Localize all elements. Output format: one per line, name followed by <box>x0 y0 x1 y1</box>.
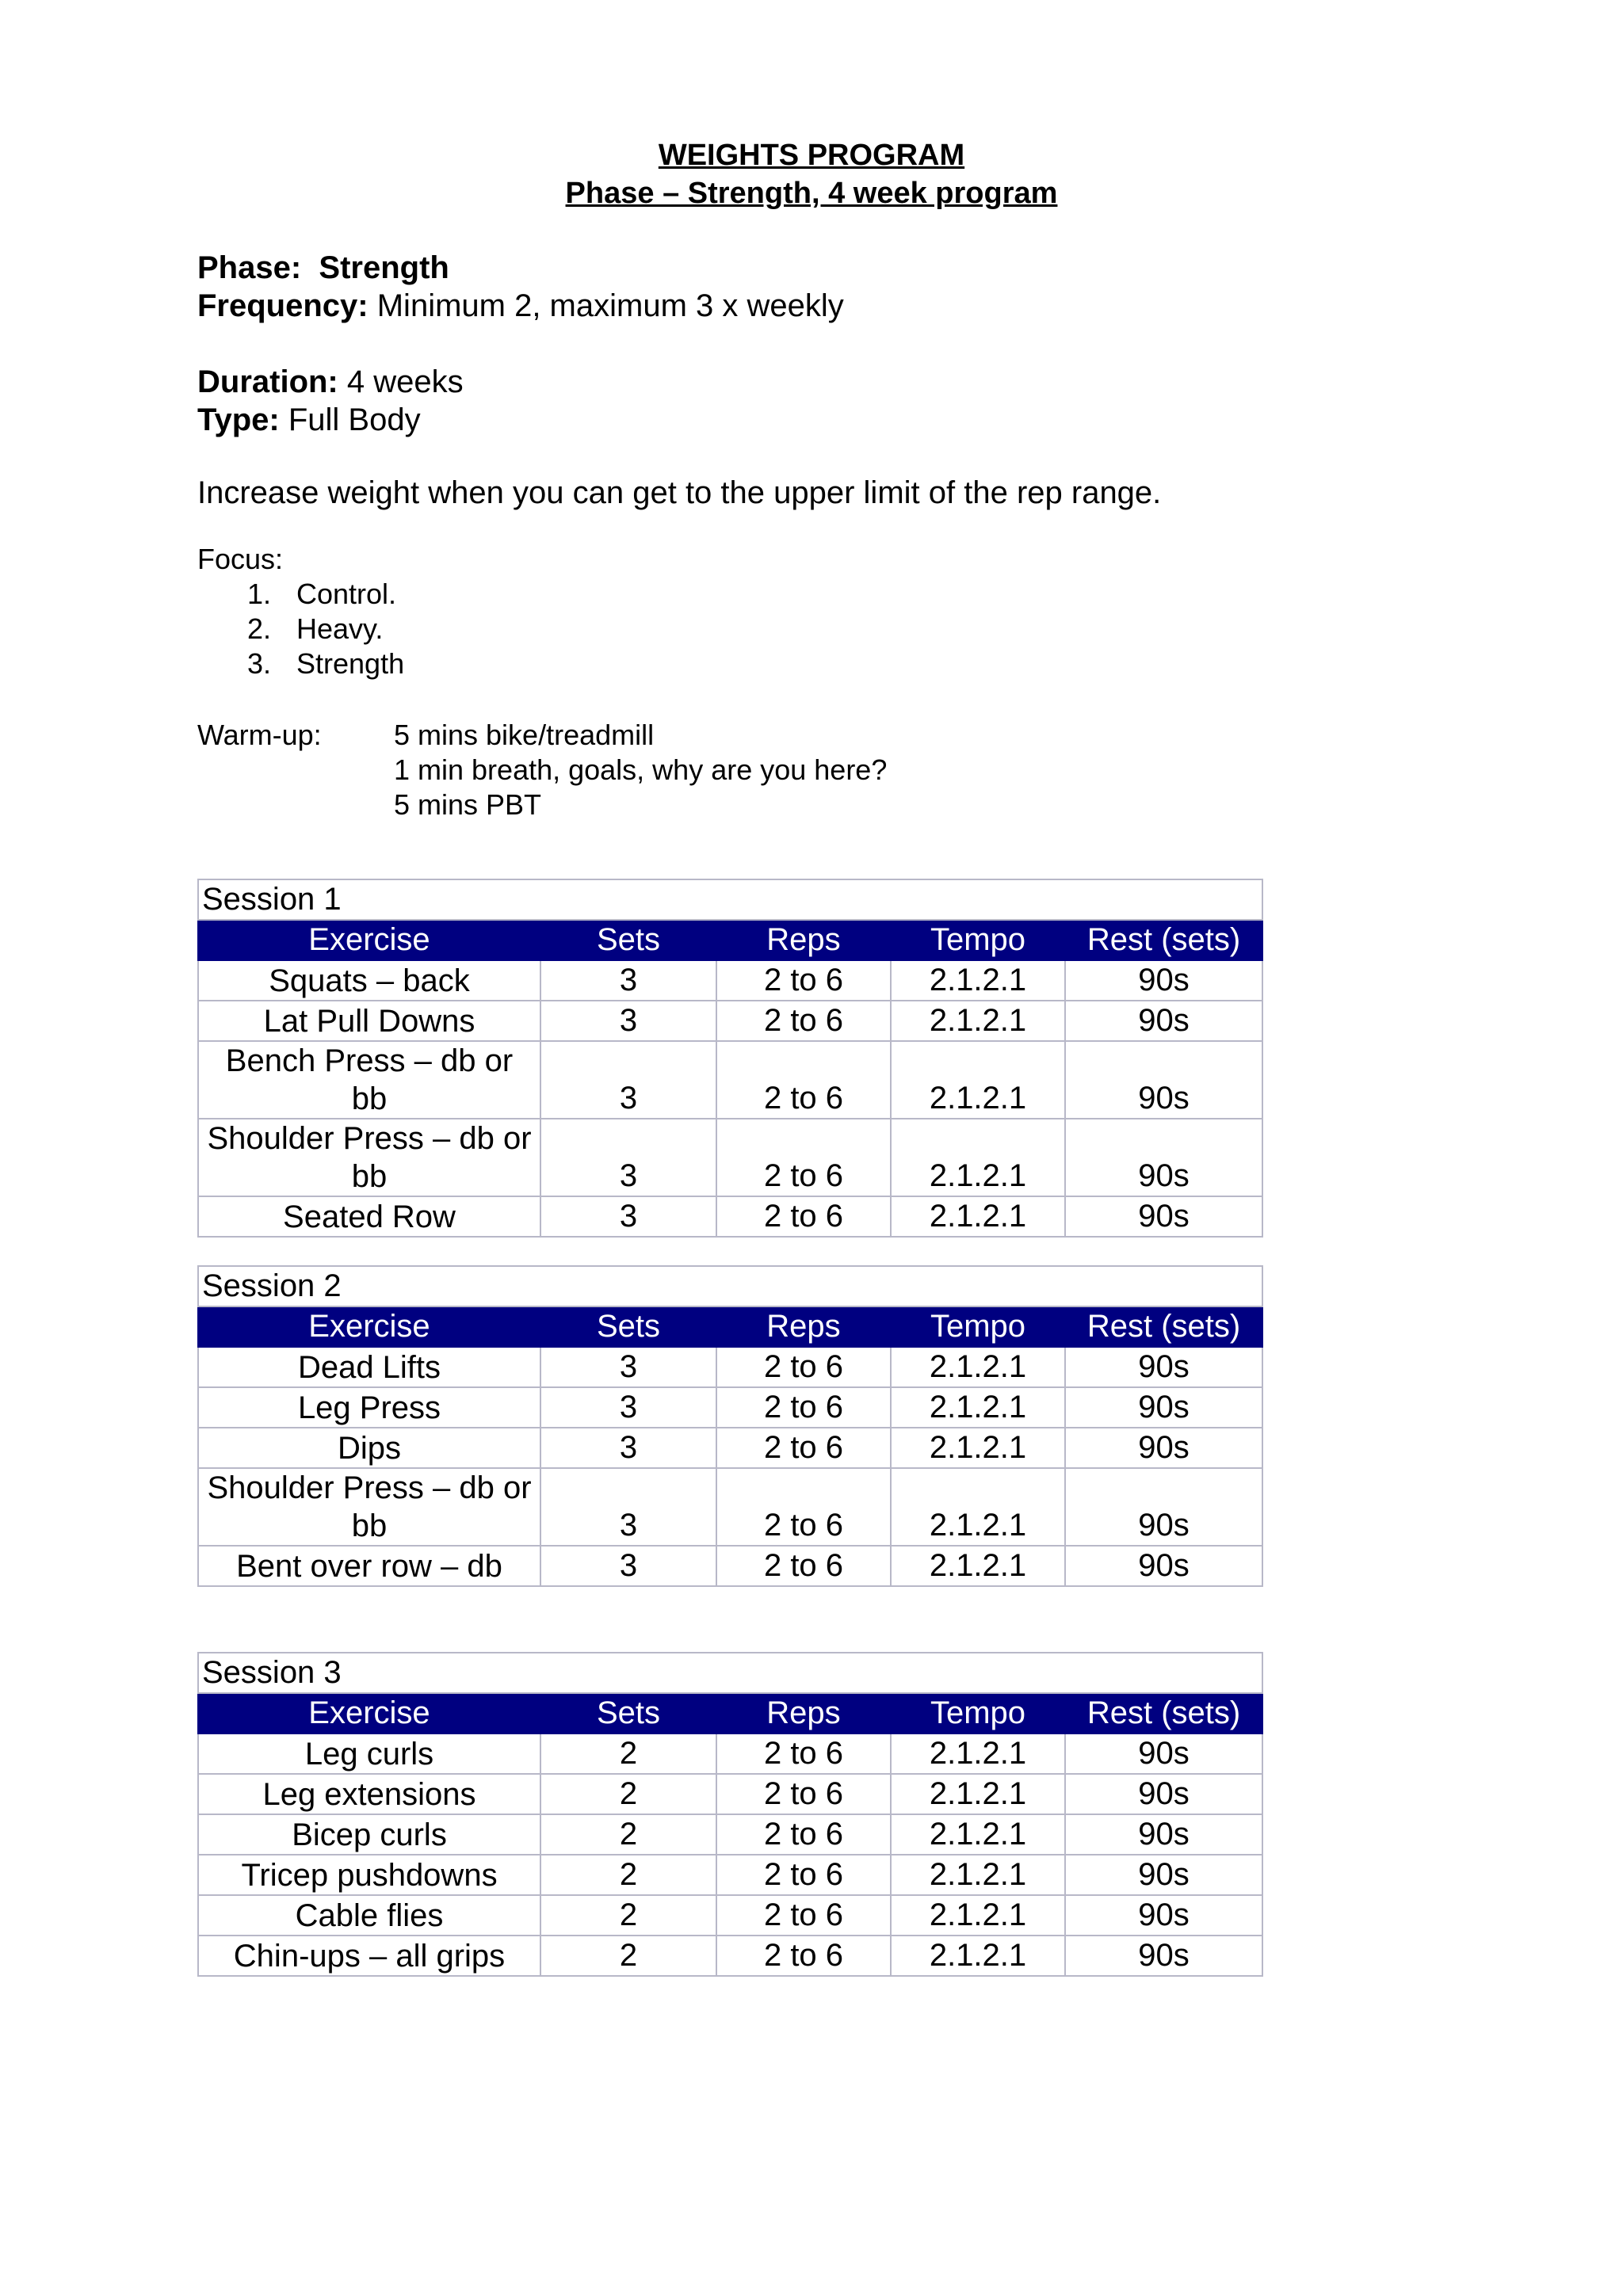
rest-cell: 90s <box>1065 1347 1262 1387</box>
document-subtitle: Phase – Strength, 4 week program <box>565 177 1058 210</box>
sets-cell: 3 <box>540 1546 716 1586</box>
phase-line <box>197 249 449 287</box>
tempo-cell: 2.1.2.1 <box>891 1041 1065 1119</box>
rest-cell: 90s <box>1065 1774 1262 1814</box>
tempo-cell: 2.1.2.1 <box>891 1814 1065 1855</box>
exercise-cell <box>198 1546 540 1586</box>
sets-cell: 2 <box>540 1936 716 1976</box>
sets-cell: 3 <box>540 1196 716 1237</box>
tempo-cell: 2.1.2.1 <box>891 960 1065 1001</box>
focus-item: 3. Strength <box>247 647 405 680</box>
reps-cell: 2 to 6 <box>716 1733 891 1774</box>
exercise-cell <box>198 960 540 1001</box>
reps-cell: 2 to 6 <box>716 1936 891 1976</box>
exercise-name: Lat Pull Downs <box>263 1004 475 1039</box>
warmup-list <box>394 718 887 822</box>
session-1-table <box>197 879 1263 1238</box>
tempo-cell: 2.1.2.1 <box>891 1733 1065 1774</box>
phase-label: Phase: <box>197 250 302 285</box>
focus-list <box>247 577 404 681</box>
exercise-name: Tricep pushdowns <box>241 1858 498 1893</box>
warmup-item: 5 mins bike/treadmill <box>394 719 655 751</box>
table-header-row <box>198 920 1262 960</box>
reps-cell: 2 to 6 <box>716 1001 891 1041</box>
sets-cell: 3 <box>540 1041 716 1119</box>
exercise-name: Shoulder Press – db or <box>207 1121 532 1156</box>
rest-cell: 90s <box>1065 1546 1262 1586</box>
duration-line <box>197 363 464 401</box>
column-header: Tempo <box>891 920 1065 960</box>
tempo-cell: 2.1.2.1 <box>891 1936 1065 1976</box>
table-row <box>198 1895 1262 1936</box>
table-row <box>198 1814 1262 1855</box>
column-header: Tempo <box>891 1306 1065 1347</box>
column-header: Reps <box>716 1306 891 1347</box>
rest-cell: 90s <box>1065 1119 1262 1196</box>
sets-cell: 3 <box>540 1347 716 1387</box>
frequency-line <box>197 287 844 325</box>
exercise-name: Bent over row – db <box>236 1549 502 1584</box>
sets-cell: 3 <box>540 1387 716 1428</box>
reps-cell: 2 to 6 <box>716 1855 891 1895</box>
reps-cell: 2 to 6 <box>716 1468 891 1546</box>
warmup-item: 1 min breath, goals, why are you here? <box>394 753 888 786</box>
rest-cell: 90s <box>1065 1733 1262 1774</box>
instruction-text: Increase weight when you can get to the upper limit of the rep range. <box>197 475 1162 510</box>
tempo-cell: 2.1.2.1 <box>891 1428 1065 1468</box>
table-row <box>198 1428 1262 1468</box>
table-row <box>198 1936 1262 1976</box>
table-row <box>198 1733 1262 1774</box>
sets-cell: 2 <box>540 1855 716 1895</box>
exercise-name: Cable flies <box>295 1898 444 1933</box>
rest-cell: 90s <box>1065 1855 1262 1895</box>
exercise-name: Bicep curls <box>292 1817 447 1852</box>
reps-cell: 2 to 6 <box>716 1041 891 1119</box>
reps-cell: 2 to 6 <box>716 1814 891 1855</box>
rest-cell: 90s <box>1065 1936 1262 1976</box>
tempo-cell: 2.1.2.1 <box>891 1468 1065 1546</box>
sets-cell: 3 <box>540 1001 716 1041</box>
exercise-name: Squats – back <box>269 963 470 998</box>
column-header: Reps <box>716 920 891 960</box>
exercise-name: Leg extensions <box>262 1777 476 1812</box>
tempo-cell: 2.1.2.1 <box>891 1347 1065 1387</box>
rest-cell: 90s <box>1065 1196 1262 1237</box>
reps-cell: 2 to 6 <box>716 1774 891 1814</box>
column-header: Reps <box>716 1693 891 1733</box>
rest-cell: 90s <box>1065 1814 1262 1855</box>
column-header: Rest (sets) <box>1065 920 1262 960</box>
table-row <box>198 1546 1262 1586</box>
column-header: Sets <box>540 1693 716 1733</box>
tempo-cell: 2.1.2.1 <box>891 1546 1065 1586</box>
exercise-cell <box>198 1196 540 1237</box>
frequency-value: Minimum 2, maximum 3 x weekly <box>376 288 844 323</box>
document-title: WEIGHTS PROGRAM <box>658 139 965 172</box>
rest-cell: 90s <box>1065 1895 1262 1936</box>
sets-cell: 3 <box>540 1428 716 1468</box>
rest-cell: 90s <box>1065 1041 1262 1119</box>
tempo-cell: 2.1.2.1 <box>891 1001 1065 1041</box>
exercise-name: Leg curls <box>304 1737 434 1772</box>
exercise-name: Shoulder Press – db or <box>207 1470 532 1505</box>
tempo-cell: 2.1.2.1 <box>891 1895 1065 1936</box>
exercise-name: Bench Press – db or <box>225 1043 514 1078</box>
exercise-cell <box>198 1895 540 1936</box>
exercise-name-cont: bb <box>351 1508 388 1543</box>
frequency-label: Frequency: <box>197 288 369 323</box>
reps-cell: 2 to 6 <box>716 960 891 1001</box>
table-row <box>198 1001 1262 1041</box>
exercise-cell <box>198 1936 540 1976</box>
table-row <box>198 1774 1262 1814</box>
tempo-cell: 2.1.2.1 <box>891 1387 1065 1428</box>
exercise-cell <box>198 1468 540 1546</box>
exercise-cell <box>198 1428 540 1468</box>
session-title: Session 1 <box>198 879 1262 920</box>
column-header: Sets <box>540 1306 716 1347</box>
sets-cell: 2 <box>540 1733 716 1774</box>
exercise-cell <box>198 1001 540 1041</box>
reps-cell: 2 to 6 <box>716 1196 891 1237</box>
column-header: Exercise <box>198 920 540 960</box>
column-header: Exercise <box>198 1693 540 1733</box>
tempo-cell: 2.1.2.1 <box>891 1855 1065 1895</box>
table-row <box>198 1119 1262 1196</box>
table-row <box>198 1468 1262 1546</box>
rest-cell: 90s <box>1065 1387 1262 1428</box>
column-header: Rest (sets) <box>1065 1693 1262 1733</box>
column-header: Exercise <box>198 1306 540 1347</box>
rest-cell: 90s <box>1065 1001 1262 1041</box>
table-row <box>198 1387 1262 1428</box>
sets-cell: 3 <box>540 1119 716 1196</box>
session-title: Session 2 <box>198 1266 1262 1306</box>
sets-cell: 3 <box>540 1468 716 1546</box>
reps-cell: 2 to 6 <box>716 1119 891 1196</box>
type-line <box>197 401 421 439</box>
sets-cell: 3 <box>540 960 716 1001</box>
exercise-cell <box>198 1119 540 1196</box>
exercise-name: Seated Row <box>283 1199 456 1234</box>
table-row <box>198 1347 1262 1387</box>
tempo-cell: 2.1.2.1 <box>891 1196 1065 1237</box>
session-title: Session 3 <box>198 1653 1262 1693</box>
focus-item: 2. Heavy. <box>247 612 384 645</box>
table-row <box>198 960 1262 1001</box>
exercise-name: Leg Press <box>297 1390 441 1425</box>
column-header: Sets <box>540 920 716 960</box>
reps-cell: 2 to 6 <box>716 1387 891 1428</box>
table-header-row <box>198 1306 1262 1347</box>
warmup-item: 5 mins PBT <box>394 788 542 821</box>
table-row <box>198 1196 1262 1237</box>
reps-cell: 2 to 6 <box>716 1428 891 1468</box>
exercise-name-cont: bb <box>351 1159 388 1194</box>
phase-value: Strength <box>319 250 449 285</box>
type-value: Full Body <box>288 402 421 437</box>
session-3-table <box>197 1652 1263 1977</box>
exercise-cell <box>198 1814 540 1855</box>
rest-cell: 90s <box>1065 1468 1262 1546</box>
exercise-cell <box>198 1347 540 1387</box>
warmup-label: Warm-up: <box>197 719 322 751</box>
exercise-cell <box>198 1733 540 1774</box>
reps-cell: 2 to 6 <box>716 1347 891 1387</box>
exercise-name: Dead Lifts <box>297 1350 441 1385</box>
sets-cell: 2 <box>540 1895 716 1936</box>
focus-item: 1. Control. <box>247 578 397 610</box>
exercise-cell <box>198 1387 540 1428</box>
table-row <box>198 1041 1262 1119</box>
column-header: Rest (sets) <box>1065 1306 1262 1347</box>
exercise-cell <box>198 1774 540 1814</box>
exercise-name: Dips <box>337 1431 402 1466</box>
column-header: Tempo <box>891 1693 1065 1733</box>
rest-cell: 90s <box>1065 1428 1262 1468</box>
table-header-row <box>198 1693 1262 1733</box>
sets-cell: 2 <box>540 1814 716 1855</box>
tempo-cell: 2.1.2.1 <box>891 1119 1065 1196</box>
focus-label: Focus: <box>197 543 284 575</box>
exercise-cell <box>198 1041 540 1119</box>
reps-cell: 2 to 6 <box>716 1546 891 1586</box>
duration-label: Duration: <box>197 364 338 399</box>
reps-cell: 2 to 6 <box>716 1895 891 1936</box>
type-label: Type: <box>197 402 280 437</box>
tempo-cell: 2.1.2.1 <box>891 1774 1065 1814</box>
table-row <box>198 1855 1262 1895</box>
exercise-name: Chin-ups – all grips <box>233 1939 506 1974</box>
sets-cell: 2 <box>540 1774 716 1814</box>
exercise-cell <box>198 1855 540 1895</box>
exercise-name-cont: bb <box>351 1081 388 1116</box>
duration-value: 4 weeks <box>346 364 464 399</box>
session-2-table <box>197 1265 1263 1587</box>
rest-cell: 90s <box>1065 960 1262 1001</box>
